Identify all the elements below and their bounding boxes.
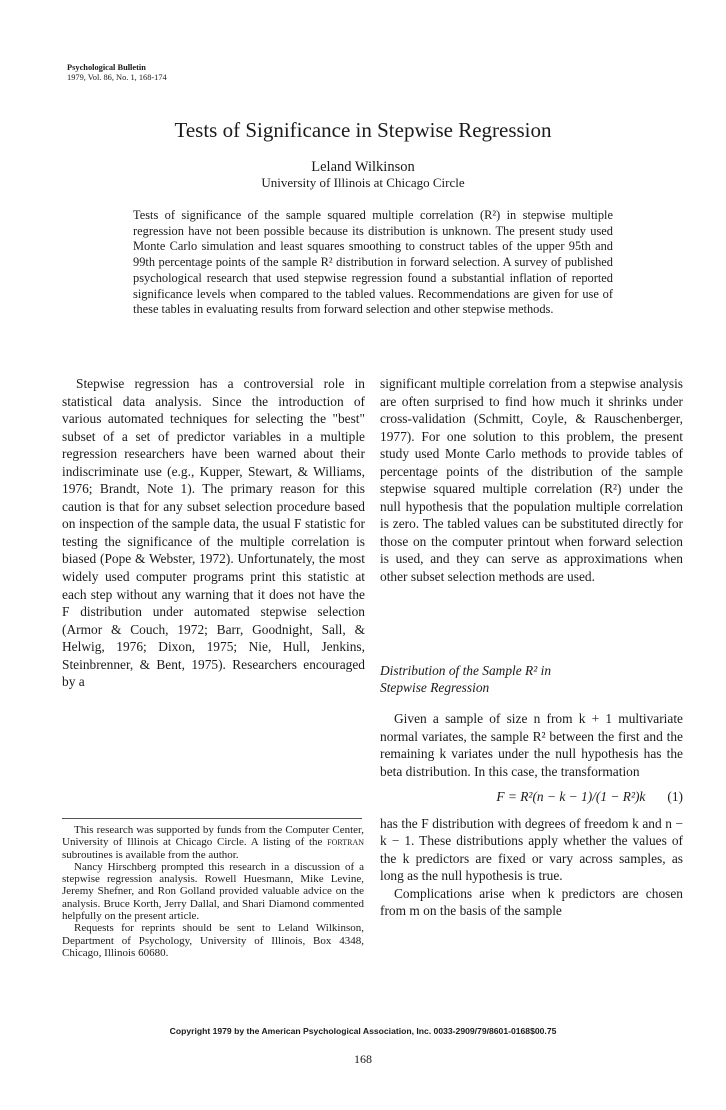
body-paragraph: has the F distribution with degrees of freedom k and n − k − 1. These distributions apply whether the values of the k predictors are fixed or vary across samples, as long as the null hypothesis is true.	[380, 815, 683, 884]
journal-name: Psychological Bulletin	[67, 63, 146, 72]
author-affiliation: University of Illinois at Chicago Circle	[261, 175, 465, 190]
fortran-term: fortran	[327, 836, 364, 849]
equation-number: (1)	[667, 789, 683, 805]
body-column-right-bottom	[380, 710, 683, 920]
journal-header	[67, 63, 167, 83]
copyright-notice: Copyright 1979 by the American Psychological Association, Inc. 0033-2909/79/8601-0168$00.75	[169, 1026, 557, 1036]
author-name: Leland Wilkinson	[311, 159, 415, 175]
section-heading-line: Distribution of the Sample R² in	[380, 663, 552, 678]
body-column-left	[62, 375, 365, 691]
footnotes	[62, 824, 364, 959]
footnote-reprints: Requests for reprints should be sent to Leland Wilkinson, Department of Psychology, University of Illinois, Box 4348, Chicago, Illinois 60680.	[62, 922, 364, 959]
footnote-funding: This research was supported by funds from the Computer Center, University of Illinois at Chicago Circle. A listing of the fortran subroutines is available from the author.	[62, 824, 364, 861]
section-heading-line: Stepwise Regression	[380, 680, 490, 695]
body-paragraph: Given a sample of size n from k + 1 multivariate normal variates, the sample R² between the first and the remaining k variates under the null hypothesis has the beta distribution. In this case, the transformation	[380, 711, 683, 779]
equation-formula: F = R²(n − k − 1)/(1 − R²)k	[496, 789, 646, 805]
equation-1	[380, 788, 683, 806]
footnote-acknowledgments: Nancy Hirschberg prompted this research in a discussion of a stepwise regression analysis. Rowell Huesmann, Mike Levine, Jeremy Shefner, and Ron Golland provided valuable advice on the analysis. Bruce Korth, Jerry Dallal, and Shari Diamond commented helpfully on the present article.	[62, 860, 364, 923]
article-title: Tests of Significance in Stepwise Regression	[174, 118, 552, 142]
body-paragraph: Complications arise when k predictors are chosen from m on the basis of the sample	[380, 885, 683, 919]
abstract: Tests of significance of the sample squared multiple correlation (R²) in stepwise multiple regression have not been possible because its distribution is unknown. The present study used Monte Carlo simulation and least squares smoothing to construct tables of the upper 95th and 99th percentage points of the sample R² distribution in forward selection. A survey of published psychological research that used stepwise regression found a substantial inflation of reported significance levels when compared to the tabled values. Recommendations are given for use of these tables in evaluating results from forward selection and other stepwise methods.	[133, 208, 613, 317]
page-number: 168	[354, 1052, 372, 1066]
body-column-right-top	[380, 375, 683, 586]
footnote-divider	[62, 818, 362, 819]
section-heading	[380, 662, 683, 696]
body-paragraph: Stepwise regression has a controversial role in statistical data analysis. Since the introduction of various automated techniques for selecting the "best" subset of a set of predictor variables in a multiple regression researchers have been warned about their indiscriminate use (e.g., Kupper, Stewart, & Williams, 1976; Brandt, Note 1). The primary reason for this caution is that for any subset selection procedure based on inspection of the sample data, the usual F statistic for testing the significance of the multiple correlation is biased (Pope & Webster, 1972). Unfortunately, the most widely used computer programs print this statistic at each step without any warning that it does not have the F distribution under automated stepwise selection (Armor & Couch, 1972; Barr, Goodnight, Sall, & Helwig, 1976; Dixon, 1975; Nie, Hull, Jenkins, Steinbrenner, & Bent, 1975). Researchers encouraged by a	[62, 376, 365, 690]
body-paragraph: significant multiple correlation from a stepwise analysis are often surprised to find how much it shrinks under cross-validation (Schmitt, Coyle, & Rauschenberger, 1977). For one solution to this problem, the present study used Monte Carlo methods to provide tables of percentage points of the distribution of the sample stepwise squared multiple correlation (R²) under the null hypothesis that the population multiple correlation is zero. The tabled values can be substituted directly for those on the computer printout when forward selection is used, and they can serve as approximations when other subset selection methods are used.	[380, 376, 683, 585]
journal-volume: 1979, Vol. 86, No. 1, 168-174	[67, 73, 167, 82]
